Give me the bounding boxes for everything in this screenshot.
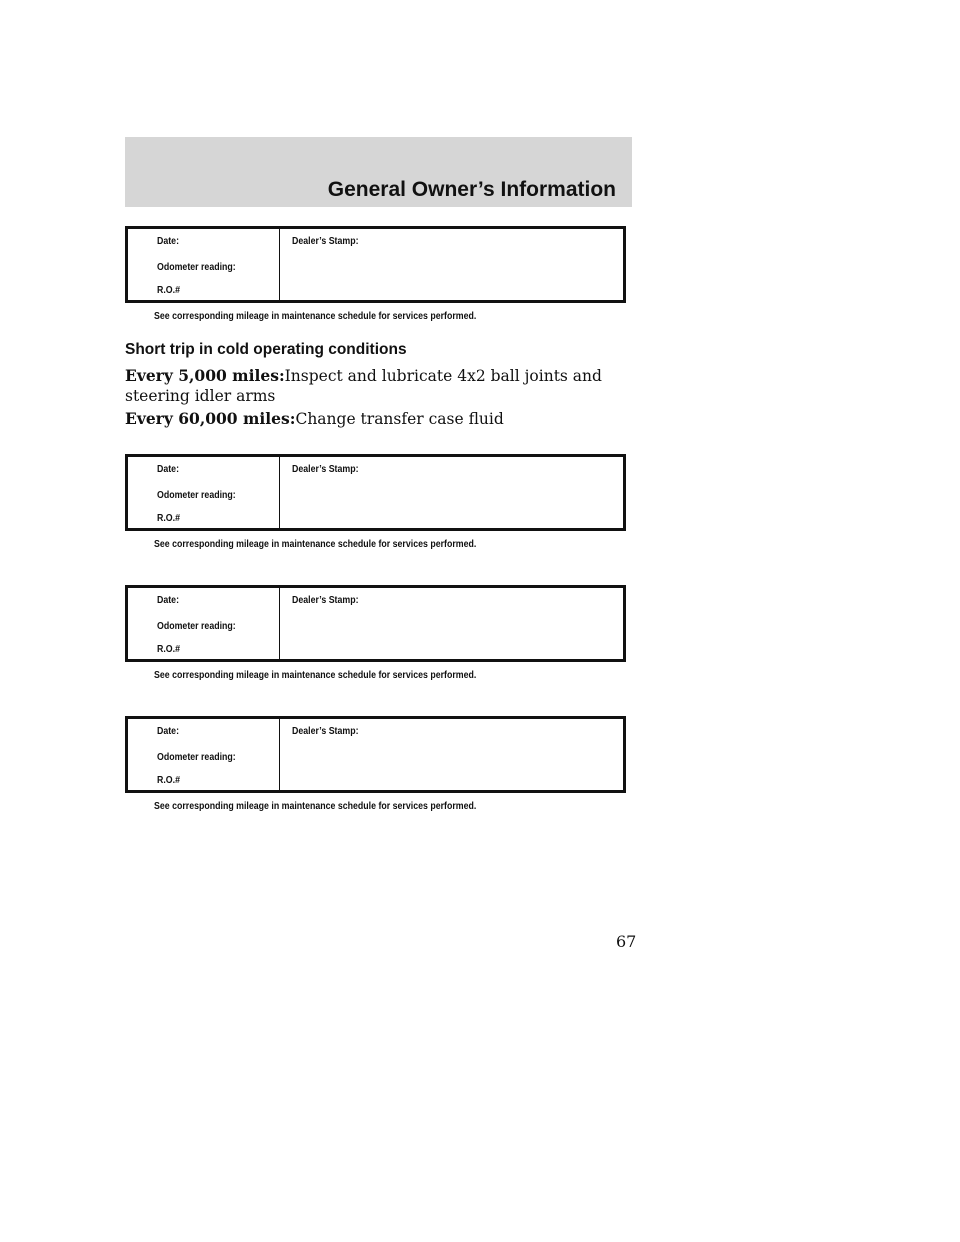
record-note: See corresponding mileage in maintenance schedule for services performed. (154, 670, 477, 681)
service-record-box (125, 585, 626, 662)
odometer-label: Odometer reading: (157, 621, 236, 632)
service-record-box (125, 716, 626, 793)
ro-label: R.O.# (157, 775, 180, 786)
dealer-stamp-label: Dealer’s Stamp: (292, 726, 359, 737)
page-number: 67 (616, 932, 637, 951)
interval-text: Inspect and lubricate 4x2 ball joints and steering idler arms (125, 367, 602, 405)
service-record-4 (125, 716, 626, 812)
service-record-2 (125, 454, 626, 550)
record-note: See corresponding mileage in maintenance schedule for services performed. (154, 801, 477, 812)
service-record-1 (125, 226, 626, 322)
ro-label: R.O.# (157, 285, 180, 296)
service-record-box (125, 226, 626, 303)
ro-label: R.O.# (157, 644, 180, 655)
service-record-3 (125, 585, 626, 681)
interval-label: Every 60,000 miles: (125, 409, 296, 428)
ro-label: R.O.# (157, 513, 180, 524)
record-note: See corresponding mileage in maintenance schedule for services performed. (154, 539, 477, 550)
section-title: Short trip in cold operating conditions (125, 341, 407, 358)
date-label: Date: (157, 595, 180, 606)
header-band (125, 137, 632, 207)
odometer-label: Odometer reading: (157, 490, 236, 501)
record-divider (279, 719, 280, 790)
record-divider (279, 588, 280, 659)
odometer-label: Odometer reading: (157, 262, 236, 273)
date-label: Date: (157, 464, 180, 475)
interval-label: Every 5,000 miles: (125, 366, 285, 385)
record-divider (279, 457, 280, 528)
dealer-stamp-label: Dealer’s Stamp: (292, 236, 359, 247)
interval-text: Change transfer case fluid (295, 410, 504, 428)
interval-5000 (125, 366, 625, 406)
record-divider (279, 229, 280, 300)
interval-60000 (125, 409, 625, 429)
dealer-stamp-label: Dealer’s Stamp: (292, 595, 359, 606)
page-header-title: General Owner’s Information (327, 178, 616, 201)
dealer-stamp-label: Dealer’s Stamp: (292, 464, 359, 475)
date-label: Date: (157, 726, 180, 737)
date-label: Date: (157, 236, 180, 247)
odometer-label: Odometer reading: (157, 752, 236, 763)
service-record-box (125, 454, 626, 531)
record-note: See corresponding mileage in maintenance schedule for services performed. (154, 311, 477, 322)
